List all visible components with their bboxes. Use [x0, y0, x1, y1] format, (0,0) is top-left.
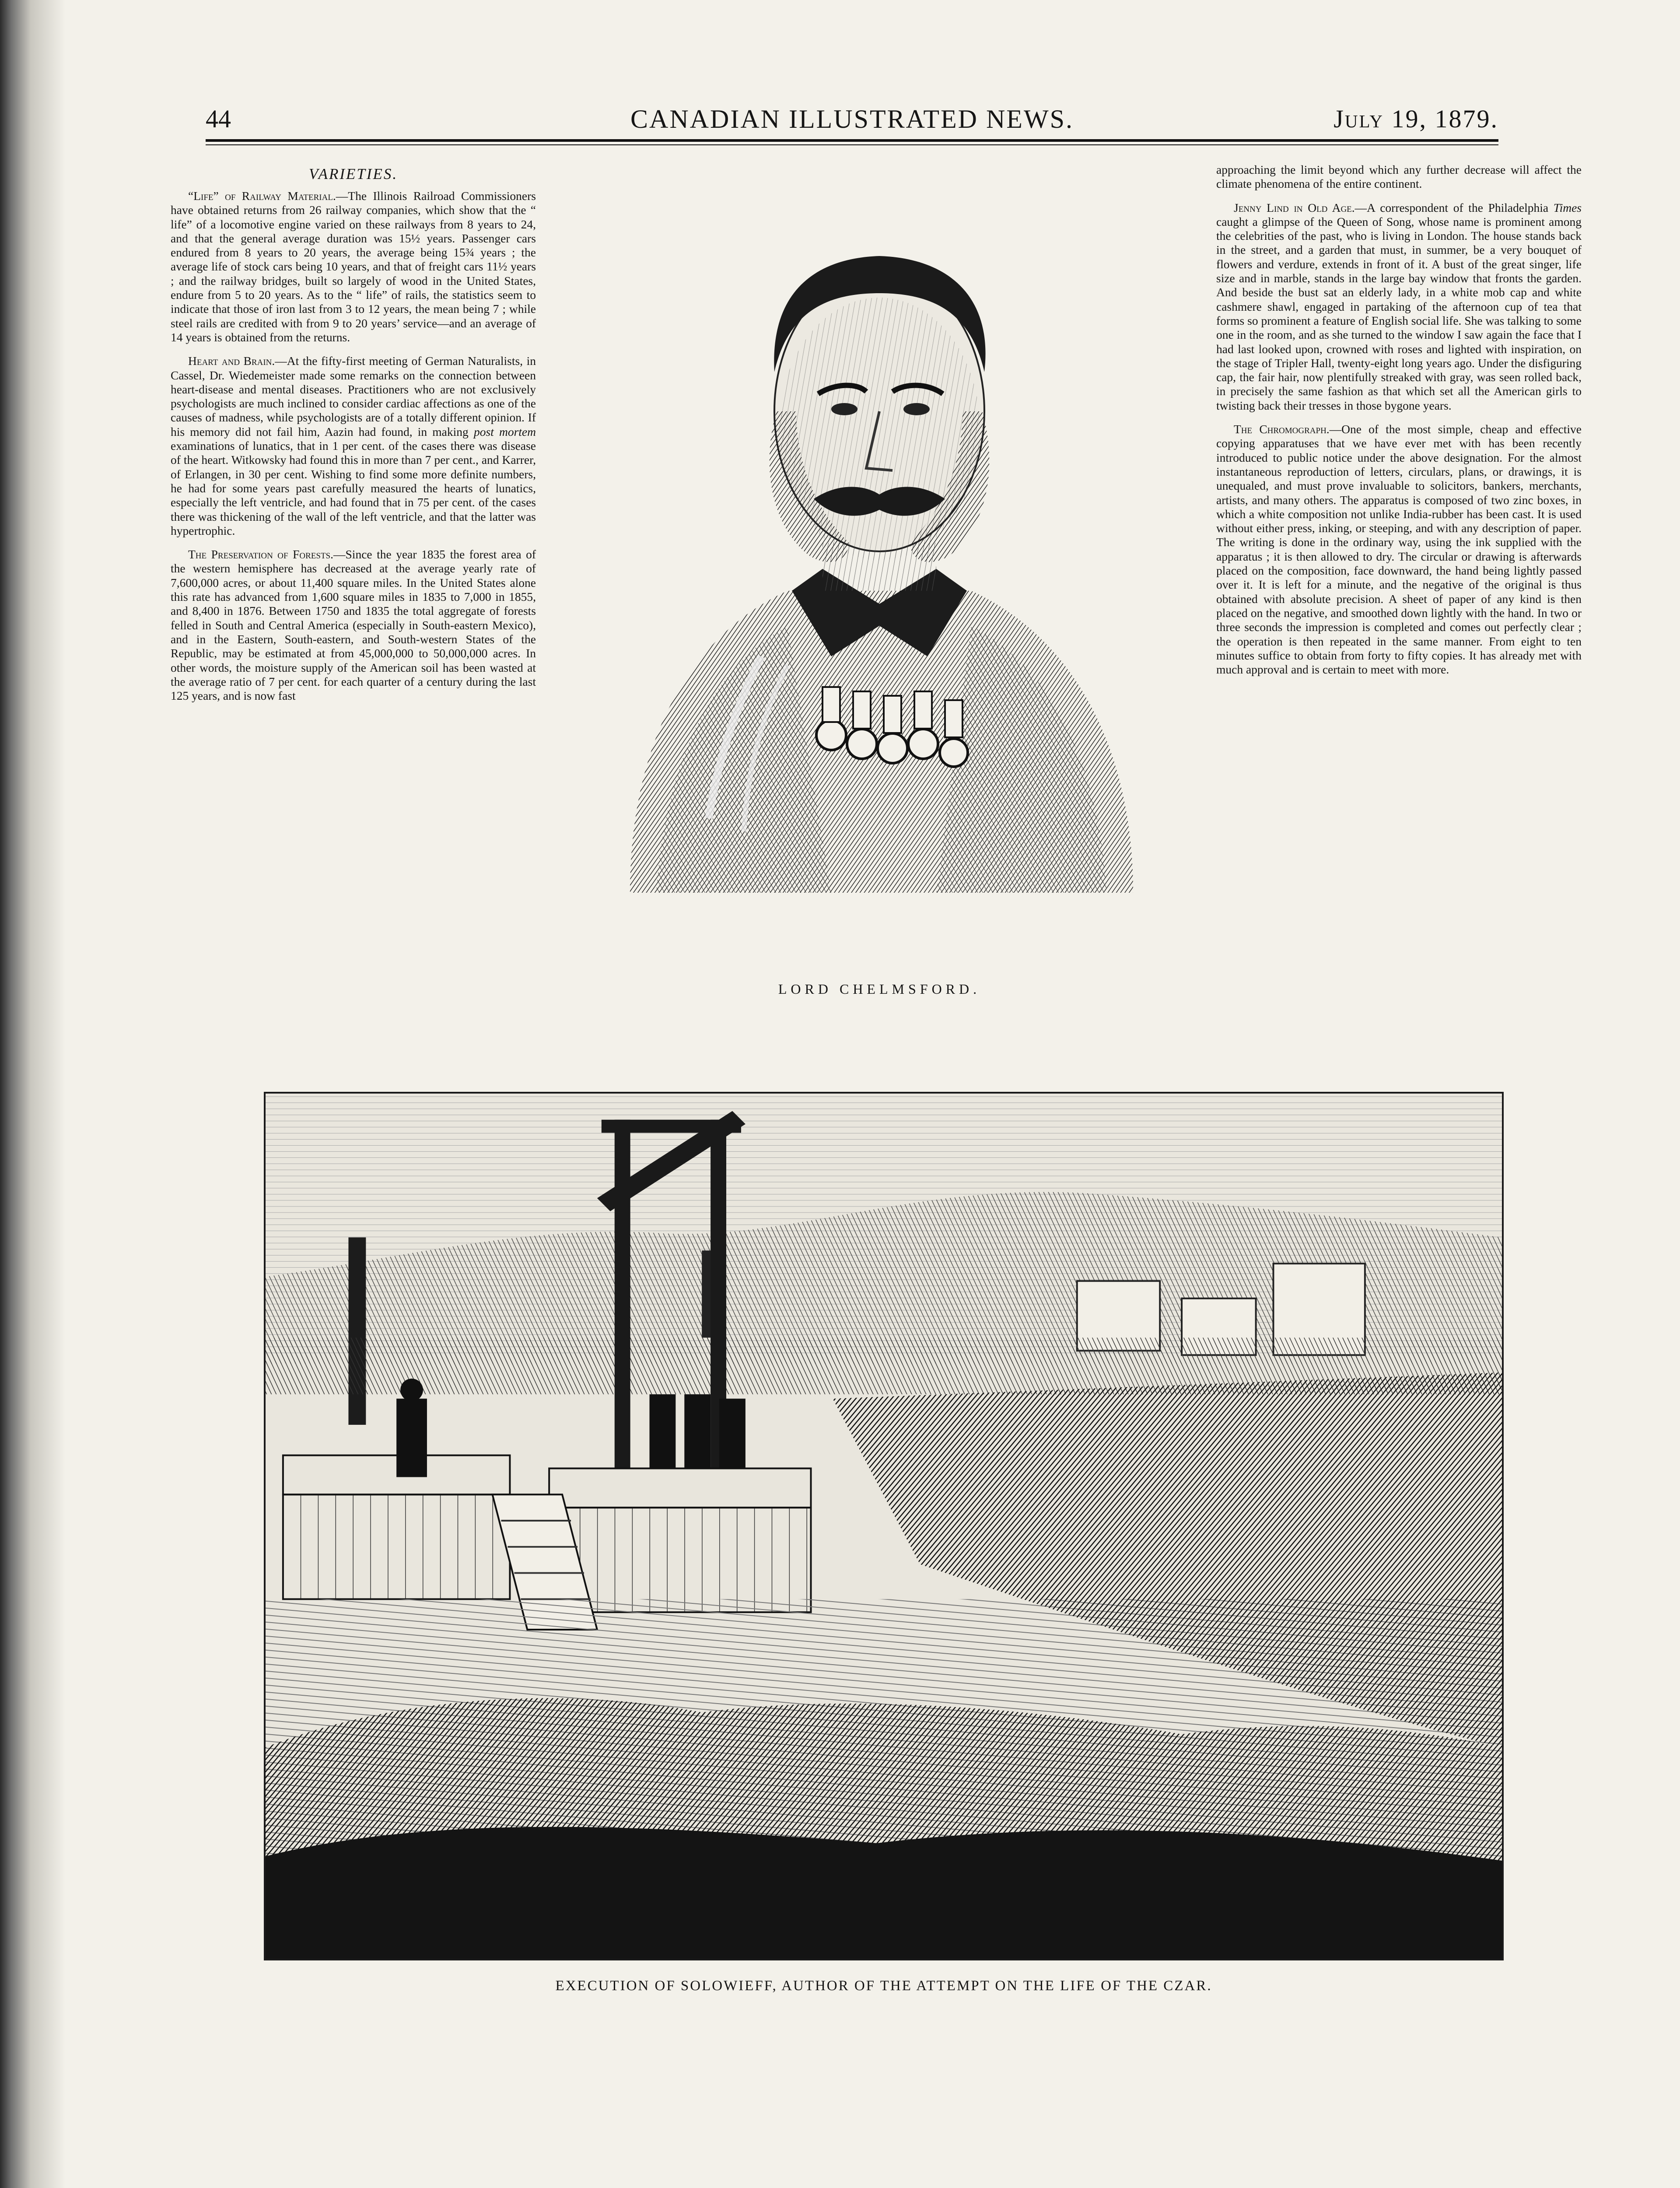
article-title: Heart and Brain. [188, 354, 275, 368]
article-body: —At the fifty-first meeting of German Naturalists, in Cassel, Dr. Wiedemeister made some remarks on the connection between heart-disease and mental diseases. Practitioners who are not exclusively psychologists are much inclined to consider cardiac affections as one of the causes of madness, while psychologists are of a totally different opinion. If his memory did not fail him, Aazin had found, in making [171, 354, 536, 438]
article-jenny-lind [1216, 201, 1582, 413]
article-body: —A correspondent of the Philadelphia [1354, 200, 1554, 214]
right-column [1216, 163, 1582, 686]
article-body-italic: post mortem [473, 424, 536, 438]
portrait-caption: LORD CHELMSFORD. [778, 981, 981, 997]
binding-edge-shadow [0, 0, 66, 2188]
page-number: 44 [206, 105, 231, 133]
article-title: The Chromograph. [1234, 422, 1330, 436]
article-chromograph [1216, 422, 1582, 677]
article-continuation [1216, 163, 1582, 191]
left-column [171, 165, 536, 712]
masthead-rule-thick [206, 139, 1498, 142]
article-preservation-of-forests [171, 547, 536, 703]
article-title: “Life” of Railway Material. [188, 189, 336, 203]
execution-engraving [264, 1092, 1504, 1960]
execution-drawing [266, 1094, 1502, 1959]
article-body: —One of the most simple, cheap and effective copying apparatuses that we have ever met with has been recently introduced to public notice under the above designation. For the almost instantaneous reproduction of letters, circulars, plans, or drawings, it is unequaled, and must prove invaluable to solicitors, bankers, merchants, artists, and many others. The apparatus is composed of two zinc boxes, in which a white composition not unlike India-rubber has been cast. It is used without either press, inking, or steeping, and with any description of paper. The writing is done in the ordinary way, using the ink supplied with the apparatus ; it is then allowed to dry. The circular or drawing is afterwards placed on the composition, face downward, the hand being lightly passed over it. It is left for a minute, and the negative of the original is thus obtained with absolute precision. A sheet of paper of any kind is then placed on the negative, and smoothed down lightly with the hand. In two or three seconds the impression is completed and comes out perfectly clear ; the operation is then repeated in the same manner. From eight to ten minutes suffice to obtain from forty to fifty copies. It has already met with much approval and is certain to meet with more. [1216, 422, 1582, 677]
article-title: The Preservation of Forests. [188, 547, 334, 561]
portrait-engraving [604, 184, 1155, 958]
article-body: caught a glimpse of the Queen of Song, whose name is prominent among the celebrities of the past, who is living in London. The house stands back in the street, and a garden that must, in summer, be a very bouquet of flowers and verdure, extends in front of it. A bust of the great singer, life size and in marble, stands in the large bay window that fronts the garden. And beside the bust sat an elderly lady, in a white mob cap and white cashmere shawl, engaged in partaking of the afternoon cup of tea that forms so prominent a feature of English social life. She was talking to some one in the room, and as she turned to the window I saw again the face that I had last looked upon, crowned with roses and lighted with inspiration, on the stage of Tripler Hall, twenty-eight long years ago. Under the disfiguring cap, the fair hair, now plentifully streaked with gray, was seen rolled back, in precisely the same fashion as that which set all the American girls to twisting back their tresses in those bygone years. [1216, 214, 1582, 412]
article-heart-and-brain [171, 354, 536, 538]
article-body: —The Illinois Railroad Commissioners have obtained returns from 26 railway companies, which show that the “ life” of a locomotive engine varied on these railways from 8 years to 24, and that the general average duration was 15½ years. Passenger cars endured from 8 years to 20 years, the average being 15¾ years ; the average life of stock cars being 10 years, and that of freight cars 11½ years ; and the railway bridges, built so largely of wood in the United States, endure from 5 to 20 years. As to the “ life” of rails, the statistics seem to indicate that those of iron last from 3 to 12 years, the mean being 7 ; while steel rails are credited with from 9 to 20 years’ service—and an average of 14 years is obtained from the returns. [171, 189, 536, 344]
article-body: approaching the limit beyond which any further decrease will affect the climate phenomena of the entire continent. [1216, 163, 1582, 191]
masthead [206, 100, 1498, 139]
section-heading: VARIETIES. [308, 165, 398, 182]
article-title: Jenny Lind in Old Age. [1234, 200, 1355, 214]
article-body: —Since the year 1835 the forest area of the western hemisphere has decreased at the average yearly rate of 7,600,000 acres, or about 11,400 square miles. In the United States alone this rate has advanced from 1,600 square miles in 1835 to 7,000 in 1855, and 8,400 in 1876. Between 1750 and 1835 the total aggregate of forests felled in South and Central America (especially in South-eastern Mexico), and in the Eastern, South-eastern, and South-western States of the Republic, may be estimated at from 45,000,000 to 50,000,000 acres. In other words, the moisture supply of the American soil has been wasted at the average ratio of 7 per cent. for each quarter of a century during the last 125 years, and is now fast [171, 547, 536, 703]
article-body: examinations of lunatics, that in 1 per cent. of the cases there was disease of the heart. Witkowsky had found this in more than 7 per cent., and Karrer, of Erlangen, in 30 per cent. Wishing to find some more definite numbers, he had for some years past carefully measured the hearts of lunatics, especially the left ventricle, and had found that in 75 per cent. of the cases there was thickening of the wall of the left ventricle, and that the latter was hypertrophic. [171, 439, 536, 537]
publication-title: CANADIAN ILLUSTRATED NEWS. [630, 105, 1074, 133]
issue-date: July 19, 1879. [1334, 105, 1498, 133]
article-body-italic: Times [1553, 200, 1582, 214]
portrait-drawing [604, 184, 1155, 958]
execution-caption: EXECUTION OF SOLOWIEFF, AUTHOR OF THE ATTEMPT ON THE LIFE OF THE CZAR. [555, 1978, 1212, 1994]
article-railway-material [171, 189, 536, 344]
masthead-rule-thin [206, 144, 1498, 145]
